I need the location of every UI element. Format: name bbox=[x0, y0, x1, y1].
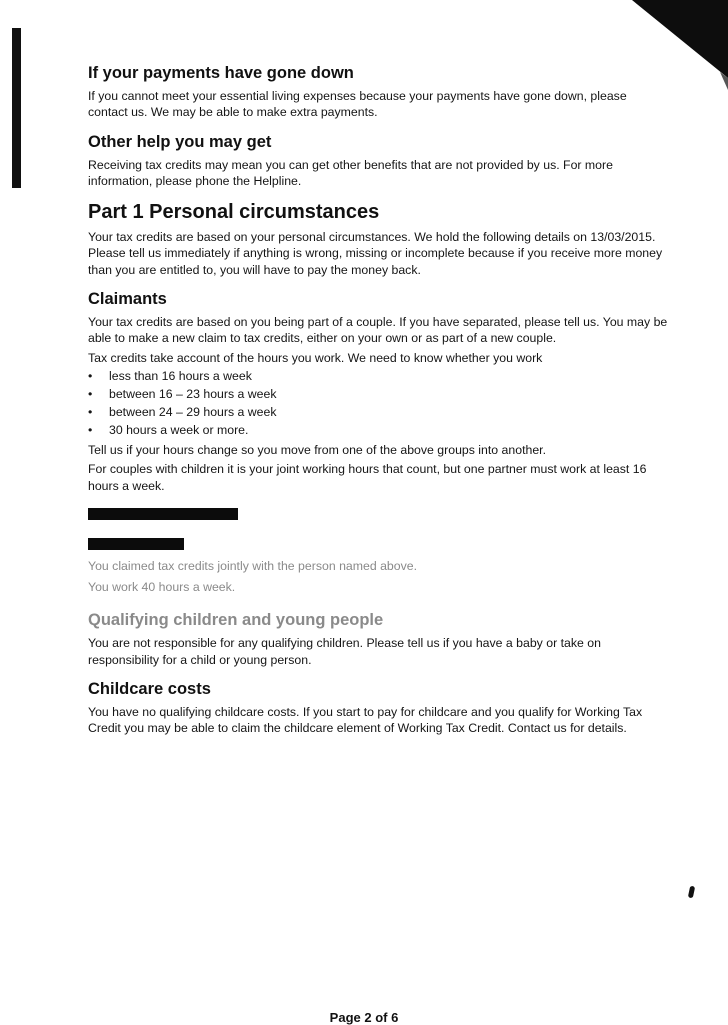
letter-body bbox=[88, 62, 668, 747]
section-personal-circumstances bbox=[88, 199, 668, 278]
page-number: Page 2 of 6 bbox=[329, 1010, 399, 1025]
bullet-icon: • bbox=[88, 386, 93, 401]
part-heading: Part 1 Personal circumstances bbox=[88, 201, 380, 224]
section-heading: Qualifying children and young people bbox=[88, 611, 384, 630]
section-heading: Childcare costs bbox=[88, 680, 211, 699]
section-heading: Claimants bbox=[88, 290, 167, 309]
bullet-icon: • bbox=[88, 404, 93, 419]
ink-mark bbox=[688, 886, 695, 899]
section-text: If you cannot meet your essential living expenses because your payments have gone down, please contact us. We may be able to make extra payments. bbox=[88, 89, 627, 120]
section-heading: Other help you may get bbox=[88, 132, 272, 151]
bullet-icon: • bbox=[88, 368, 93, 383]
section-text: You have no qualifying childcare costs. If you start to pay for childcare and you qualify for Working Tax Credit you may be able to claim the childcare element of Working Tax Credit. Contact us for details. bbox=[88, 705, 643, 736]
bullet-icon: • bbox=[88, 422, 93, 437]
section-text: Receiving tax credits may mean you can get other benefits that are not provided by us. For more information, please phone the Helpline. bbox=[88, 157, 613, 188]
hours-intro: Tax credits take account of the hours you work. We need to know whether you work bbox=[88, 350, 543, 365]
section-claimants bbox=[88, 288, 668, 494]
redacted-name bbox=[88, 508, 238, 520]
section-text: Your tax credits are based on you being part of a couple. If you have separated, please tell us. You may be able to make a new claim to tax credits, either on your own or as part of a new couple. bbox=[88, 315, 668, 346]
list-item: • between 16 – 23 hours a week bbox=[88, 386, 277, 401]
couples-note: For couples with children it is your joint working hours that count, but one partner must work at least 16 hours a week. bbox=[88, 462, 647, 493]
section-payments-gone-down bbox=[88, 62, 668, 121]
hours-list bbox=[88, 367, 668, 439]
section-text: You are not responsible for any qualifying children. Please tell us if you have a baby or take on responsibility for a child or young person. bbox=[88, 636, 601, 667]
scan-edge-bar bbox=[12, 28, 21, 188]
section-other-help bbox=[88, 131, 668, 190]
section-childcare-costs bbox=[88, 678, 668, 737]
section-qualifying-children bbox=[88, 609, 668, 668]
list-item: • less than 16 hours a week bbox=[88, 368, 252, 383]
list-item: • 30 hours a week or more. bbox=[88, 422, 249, 437]
hours-change-note: Tell us if your hours change so you move from one of the above groups into another. bbox=[88, 442, 546, 457]
section-text: Your tax credits are based on your personal circumstances. We hold the following details on 13/03/2015. Please tell us immediately if anything is wrong, missing or incomplete because if you receive more money than you are entitled to, you will have to pay the money back. bbox=[88, 230, 663, 277]
couple-details bbox=[88, 558, 668, 596]
work-hours-text: You work 40 hours a week. bbox=[88, 580, 236, 595]
redacted-label bbox=[88, 538, 184, 550]
claimed-jointly-text: You claimed tax credits jointly with the person named above. bbox=[88, 558, 418, 573]
list-item: • between 24 – 29 hours a week bbox=[88, 404, 277, 419]
section-heading: If your payments have gone down bbox=[88, 64, 354, 82]
